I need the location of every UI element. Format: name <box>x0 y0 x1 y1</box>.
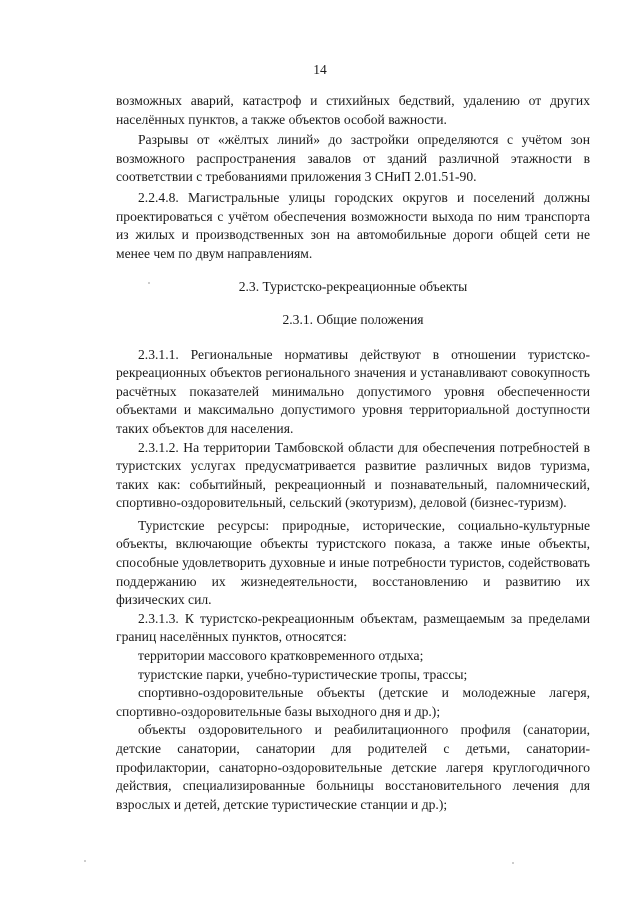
list-item-health-facilities: объекты оздоровительного и реабилитационного профиля (санатории, детские санатории, санатории для родителей с детьми, санатории-профилактории, санаторно-оздоровительные детские лагеря круглогодичного действия, специализированные больницы восстановительного лечения для взрослых и детей, детские туристические станции и др.); <box>116 722 590 812</box>
section-heading-2-3: 2.3. Туристско-рекреационные объекты <box>238 279 468 295</box>
paragraph-continuation: возможных аварий, катастроф и стихийных бедствий, удалению от других населённых пунктов, а также объектов особой важности. <box>116 93 590 127</box>
paragraph-2-3-1-1: 2.3.1.1. Региональные нормативы действуют в отношении туристско-рекреационных объектов регионального значения и устанавливают совокупность расчётных показателей минимально допустимого уровня обеспеченности объектами и максимально допустимого уровня территориальной доступности таких объектов для населения. <box>116 346 590 436</box>
scan-speck <box>148 282 150 284</box>
scan-speck <box>512 862 514 864</box>
paragraph-2-3-1-3: 2.3.1.3. К туристско-рекреационным объектам, размещаемым за пределами границ населённых пунктов, относятся: <box>116 610 590 645</box>
paragraph-2-2-4-8: 2.2.4.8. Магистральные улицы городских округов и поселений должны проектироваться с учётом обеспечения возможности выхода по ним транспорта из жилых и производственных зон на автомобильные дороги общей сети не менее чем по двум направлениям. <box>116 189 590 261</box>
document-body <box>116 92 590 814</box>
page-number: 14 <box>313 62 327 77</box>
list-item-mass-recreation: территории массового кратковременного отдыха; <box>138 648 424 664</box>
subsection-heading-2-3-1: 2.3.1. Общие положения <box>282 311 424 327</box>
list-item-sports-facilities: спортивно-оздоровительные объекты (детские и молодежные лагеря, спортивно-оздоровительные базы выходного дня и др.); <box>116 685 590 719</box>
paragraph-2-3-1-2: 2.3.1.2. На территории Тамбовской области для обеспечения потребностей в туристских услугах предусматривается развитие различных видов туризма, таких как: событийный, рекреационный и познавательный, паломнический, спортивно-оздоровительный, сельский (экотуризм), деловой (бизнес-туризм). <box>116 439 590 511</box>
paragraph-tourist-resources: Туристские ресурсы: природные, исторические, социально-культурные объекты, включающие объекты туристского показа, а также иные объекты, способные удовлетворить духовные и иные потребности туристов, содействовать поддержанию их жизнедеятельности, восстановлению и развитию их физических сил. <box>116 517 590 608</box>
list-item-tourist-parks: туристские парки, учебно-туристические тропы, трассы; <box>138 666 468 682</box>
paragraph-yellow-lines: Разрывы от «жёлтых линий» до застройки определяются с учётом зон возможного распространения завалов от зданий различной этажности в соответствии с требованиями приложения 3 СНиП 2.01.51-90. <box>116 132 590 185</box>
scan-speck <box>84 860 86 862</box>
